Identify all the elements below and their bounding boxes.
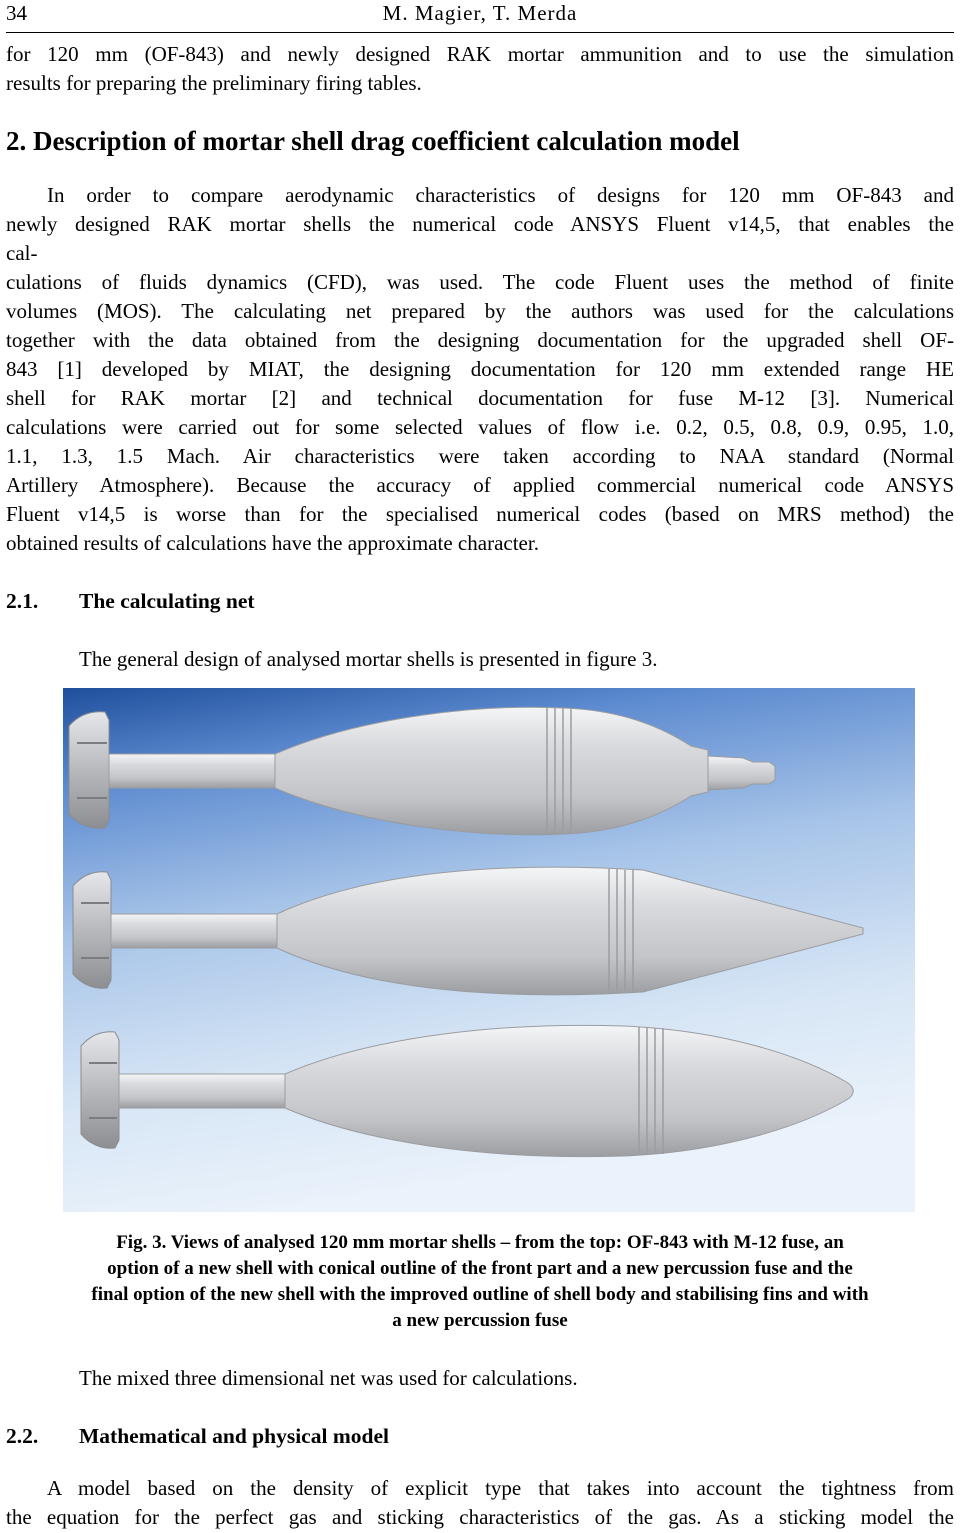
section-heading: 2. Description of mortar shell drag coefficient calculation model	[6, 126, 740, 156]
body-line: The general design of analysed mortar shells is presented in figure 3.	[79, 647, 658, 671]
body-line: In order to compare aerodynamic characteristics of designs for 120 mm OF-843 and	[47, 183, 954, 207]
page-number: 34	[6, 1, 27, 25]
running-header-authors: M. Magier, T. Merda	[382, 1, 578, 25]
body-line: the equation for the perfect gas and sticking characteristics of the gas. As a sticking model the	[6, 1505, 954, 1529]
body-line: together with the data obtained from the designing documentation for the upgraded shell OF-	[6, 328, 954, 352]
mortar-shells-figure	[63, 688, 915, 1212]
body-line: A model based on the density of explicit type that takes into account the tightness from	[47, 1476, 954, 1500]
figure-caption-line: Fig. 3. Views of analysed 120 mm mortar shells – from the top: OF-843 with M-12 fuse, an	[116, 1232, 844, 1253]
subsection-number: 2.1.	[6, 589, 39, 613]
intro-line: results for preparing the preliminary firing tables.	[6, 71, 422, 95]
mortar-shells-image	[63, 688, 915, 1212]
intro-line: for 120 mm (OF-843) and newly designed RAK mortar ammunition and to use the simulation	[6, 42, 954, 66]
body-line: obtained results of calculations have the approximate character.	[6, 531, 539, 555]
figure-caption-line: final option of the new shell with the improved outline of shell body and stabilising fins and with	[91, 1284, 869, 1305]
body-line: calculations were carried out for some selected values of flow i.e. 0.2, 0.5, 0.8, 0.9, 0.95, 1.0,	[6, 415, 954, 439]
body-line: newly designed RAK mortar shells the numerical code ANSYS Fluent v14,5, that enables the	[6, 212, 954, 236]
body-line: culations of fluids dynamics (CFD), was used. The code Fluent uses the method of finite	[6, 270, 954, 294]
subsection-number: 2.2.	[6, 1424, 39, 1448]
body-line: volumes (MOS). The calculating net prepared by the authors was used for the calculations	[6, 299, 954, 323]
body-line: The mixed three dimensional net was used for calculations.	[79, 1366, 578, 1390]
running-header	[6, 0, 954, 33]
body-line: Artillery Atmosphere). Because the accuracy of applied commercial numerical code ANSYS	[6, 473, 954, 497]
body-line: Fluent v14,5 is worse than for the specialised numerical codes (based on MRS method) the	[6, 502, 954, 526]
subsection-title: The calculating net	[79, 589, 255, 613]
body-line: 843 [1] developed by MIAT, the designing documentation for 120 mm extended range HE	[6, 357, 954, 381]
subsection-title: Mathematical and physical model	[79, 1424, 389, 1448]
figure-caption-line: option of a new shell with conical outline of the front part and a new percussion fuse and the	[107, 1258, 853, 1279]
figure-caption-line: a new percussion fuse	[392, 1310, 568, 1331]
body-line: 1.1, 1.3, 1.5 Mach. Air characteristics were taken according to NAA standard (Normal	[6, 444, 954, 468]
body-line: shell for RAK mortar [2] and technical documentation for fuse M-12 [3]. Numerical	[6, 386, 954, 410]
body-line: cal-	[6, 241, 38, 265]
